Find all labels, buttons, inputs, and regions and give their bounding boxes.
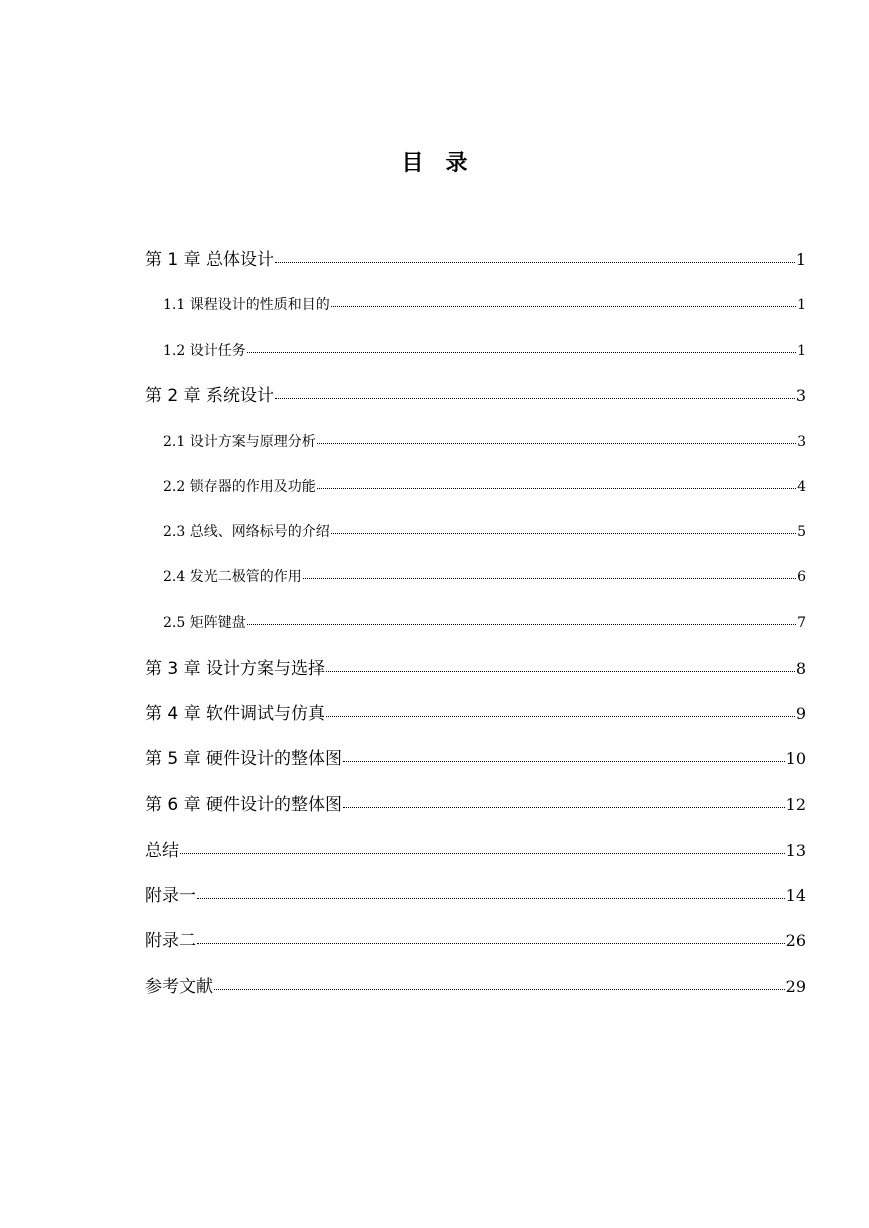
toc-page-number: 5 xyxy=(797,524,806,540)
toc-entry-label: 2.2 锁存器的作用及功能 xyxy=(163,479,316,495)
toc-page-number: 1 xyxy=(797,297,806,313)
toc-entry[interactable] xyxy=(163,521,806,543)
toc-entry-label: 第 2 章 系统设计 xyxy=(145,386,275,406)
toc-entry-label: 2.4 发光二极管的作用 xyxy=(163,569,302,585)
toc-entry-label: 第 4 章 软件调试与仿真 xyxy=(145,704,326,724)
toc-entry[interactable] xyxy=(145,792,806,818)
toc-entry-label: 1.1 课程设计的性质和目的 xyxy=(163,297,330,313)
toc-page-number: 9 xyxy=(795,704,806,723)
toc-page-number: 8 xyxy=(795,659,806,678)
toc-dot-leader xyxy=(317,432,796,446)
toc-entry[interactable] xyxy=(145,974,806,1000)
toc-entry[interactable] xyxy=(145,838,806,864)
toc-dot-leader xyxy=(343,793,785,810)
toc-entry[interactable] xyxy=(163,431,806,453)
toc-dot-leader xyxy=(331,295,796,309)
toc-entry-label: 2.1 设计方案与原理分析 xyxy=(163,434,316,450)
toc-entry[interactable] xyxy=(145,928,806,954)
toc-entry-label: 第 1 章 总体设计 xyxy=(145,250,275,270)
toc-entry[interactable] xyxy=(163,294,806,316)
toc-entry[interactable] xyxy=(145,383,806,409)
toc-page-number: 3 xyxy=(795,386,806,405)
toc-entry[interactable] xyxy=(163,566,806,588)
toc-entry[interactable] xyxy=(145,746,806,772)
toc-dot-leader xyxy=(180,839,785,856)
toc-entry-label: 参考文献 xyxy=(145,977,213,997)
toc-dot-leader xyxy=(343,747,785,764)
toc-page-number: 26 xyxy=(785,931,806,950)
toc-dot-leader xyxy=(275,248,795,265)
toc-entry-label: 附录二 xyxy=(145,931,196,951)
toc-dot-leader xyxy=(326,657,795,674)
page-title: 目 录 xyxy=(401,151,468,176)
toc-dot-leader xyxy=(247,341,796,355)
toc-dot-leader xyxy=(247,613,796,627)
toc-page-number: 1 xyxy=(795,250,806,269)
toc-entry-label: 第 3 章 设计方案与选择 xyxy=(145,659,326,679)
toc-entry-label: 2.3 总线、网络标号的介绍 xyxy=(163,524,330,540)
toc-page-number: 4 xyxy=(797,479,806,495)
toc-entry[interactable] xyxy=(145,701,806,727)
toc-page-number: 13 xyxy=(785,841,806,860)
toc-entry-label: 2.5 矩阵键盘 xyxy=(163,615,246,631)
toc-dot-leader xyxy=(331,522,796,536)
toc-entry-label: 附录一 xyxy=(145,886,196,906)
toc-entry[interactable] xyxy=(145,883,806,909)
toc-page-number: 1 xyxy=(797,343,806,359)
toc-dot-leader xyxy=(275,384,795,401)
toc-entry[interactable] xyxy=(163,476,806,498)
toc-page-number: 29 xyxy=(785,977,806,996)
toc-page-number: 3 xyxy=(797,434,806,450)
toc-dot-leader xyxy=(317,477,796,491)
toc-page-number: 14 xyxy=(785,886,806,905)
toc-page-number: 12 xyxy=(785,795,806,814)
toc-page-number: 7 xyxy=(797,615,806,631)
toc-page-number: 6 xyxy=(797,569,806,585)
toc-entry-label: 第 5 章 硬件设计的整体图 xyxy=(145,749,343,769)
toc-entry[interactable] xyxy=(145,656,806,682)
toc-entry[interactable] xyxy=(145,247,806,273)
toc-dot-leader xyxy=(326,702,795,719)
toc-dot-leader xyxy=(303,567,796,581)
toc-entry[interactable] xyxy=(163,340,806,362)
toc-entry-label: 第 6 章 硬件设计的整体图 xyxy=(145,795,343,815)
toc-entry-label: 1.2 设计任务 xyxy=(163,343,246,359)
toc-dot-leader xyxy=(214,975,785,992)
toc-entry-label: 总结 xyxy=(145,841,179,861)
toc-page-number: 10 xyxy=(785,749,806,768)
toc-dot-leader xyxy=(197,929,785,946)
toc-entry[interactable] xyxy=(163,612,806,634)
toc-dot-leader xyxy=(197,884,785,901)
